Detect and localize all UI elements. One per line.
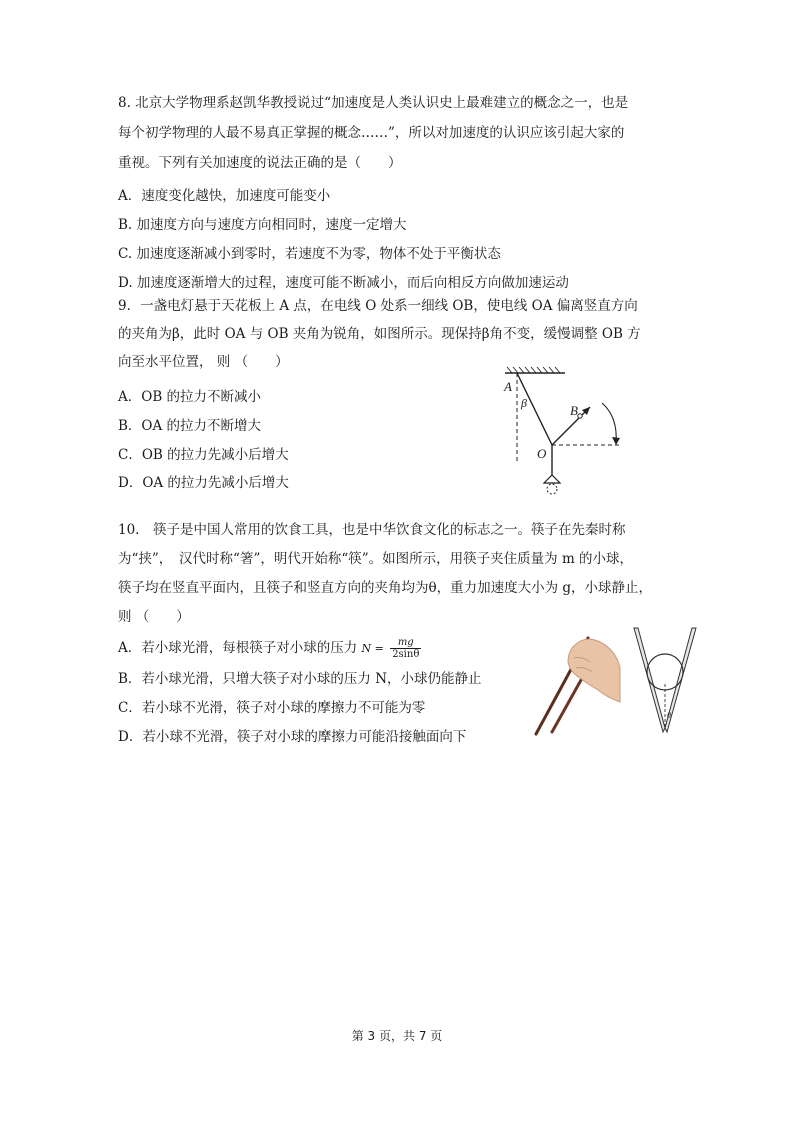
q9-option-a: A．OB 的拉力不断减小 bbox=[118, 389, 262, 405]
q8-option-b: B. 加速度方向与速度方向相同时，速度一定增大 bbox=[118, 217, 407, 233]
q9-line-3: 向至水平位置， 则 （ ） bbox=[118, 354, 289, 370]
label-a: A bbox=[504, 379, 512, 394]
rotation-arc bbox=[602, 403, 616, 443]
q10-line-2: 为“挟”， 汉代时称“箸”，明代开始称“筷”。如图所示，用筷子夹住质量为 m 的小球， bbox=[118, 551, 634, 567]
q9-option-c: C．OB 的拉力先减小后增大 bbox=[118, 447, 289, 463]
label-o: O bbox=[537, 446, 547, 461]
rotation-arrowhead bbox=[612, 437, 620, 445]
q9-line-1: 9．一盏电灯悬于天花板上 A 点，在电线 O 处系一细线 OB，使电线 OA 偏离竖直方向 bbox=[118, 298, 638, 314]
formula-denominator: 2sinθ bbox=[392, 649, 420, 660]
formula-numerator: mg bbox=[390, 637, 421, 649]
label-b: B bbox=[570, 403, 578, 418]
lamp-bulb bbox=[547, 484, 557, 494]
q10-option-c: C．若小球不光滑，筷子对小球的摩擦力不可能为零 bbox=[118, 700, 426, 716]
q10-chopstick-diagram bbox=[628, 624, 702, 736]
q9-option-b: B．OA 的拉力不断增大 bbox=[118, 418, 262, 434]
formula-fraction bbox=[390, 637, 421, 660]
label-beta: β bbox=[521, 396, 527, 410]
q8-option-a: A．速度变化越快，加速度可能变小 bbox=[118, 188, 331, 204]
hand-shape bbox=[568, 639, 620, 702]
q10-line-4: 则 （ ） bbox=[118, 609, 190, 625]
q9-lamp-diagram bbox=[490, 365, 640, 500]
q10-option-b: B．若小球光滑，只增大筷子对小球的压力 N，小球仍能静止 bbox=[118, 671, 482, 687]
q8-line-3: 重视。下列有关加速度的说法正确的是（ ） bbox=[118, 155, 402, 171]
label-theta: θ bbox=[667, 711, 671, 720]
q9-line-2: 的夹角为β，此时 OA 与 OB 夹角为锐角，如图所示。现保持β角不变，缓慢调整 OB 方 bbox=[118, 326, 641, 342]
ceiling-hatch bbox=[507, 367, 560, 373]
q8-line-2: 每个初学物理的人最不易真正掌握的概念……”，所以对加速度的认识应该引起大家的 bbox=[118, 125, 625, 141]
q10-line-3: 筷子均在竖直平面内，且筷子和竖直方向的夹角均为θ，重力加速度大小为 g，小球静止， bbox=[118, 580, 653, 596]
formula-lhs: N = bbox=[361, 642, 384, 655]
page-footer: 第 3 页，共 7 页 bbox=[351, 1029, 443, 1043]
lamp-shade bbox=[544, 475, 560, 483]
hand-chopsticks-photo bbox=[528, 628, 622, 738]
q8-option-c: C. 加速度逐渐减小到零时，若速度不为零，物体不处于平衡状态 bbox=[118, 246, 501, 262]
q10-option-d: D．若小球不光滑，筷子对小球的摩擦力可能沿接触面向下 bbox=[118, 729, 467, 745]
q8-option-d: D. 加速度逐渐增大的过程，速度可能不断减小，而后向相反方向做加速运动 bbox=[118, 275, 569, 291]
q10-option-a bbox=[118, 636, 421, 660]
point-b-marker bbox=[578, 414, 582, 418]
q9-option-d: D．OA 的拉力先减小后增大 bbox=[118, 475, 289, 491]
q10-option-a-text: A．若小球光滑，每根筷子对小球的压力 bbox=[118, 640, 358, 656]
q10-line-1: 10. 筷子是中国人常用的饮食工具，也是中华饮食文化的标志之一。筷子在先秦时称 bbox=[118, 522, 626, 538]
q8-line-1: 8. 北京大学物理系赵凯华教授说过“加速度是人类认识史上最难建立的概念之一，也是 bbox=[118, 95, 629, 111]
